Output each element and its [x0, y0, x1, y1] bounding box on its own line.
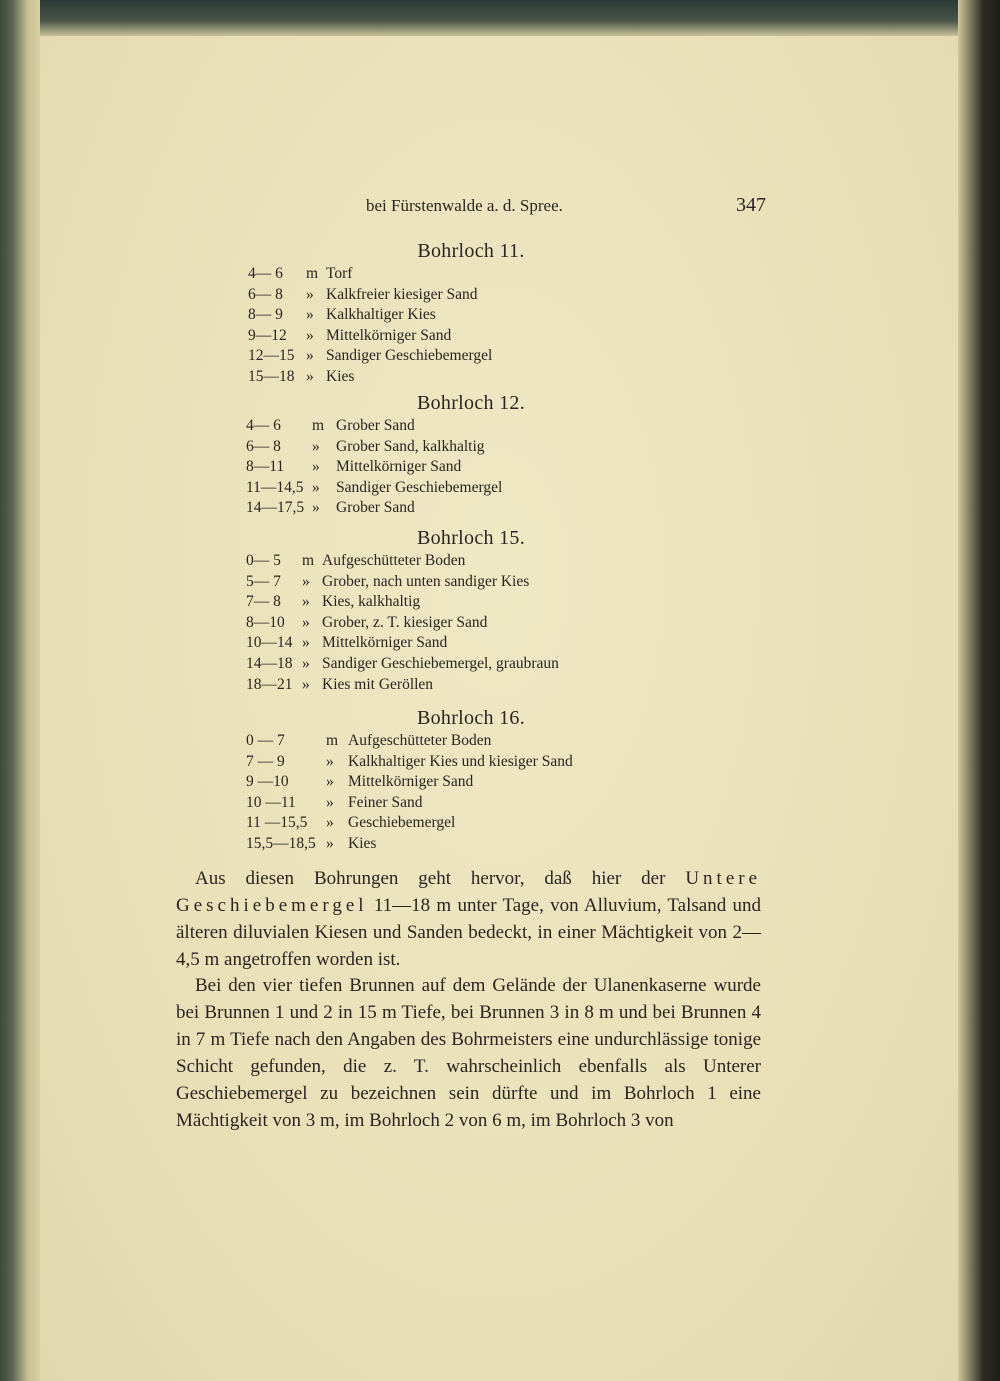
layer-description: Mittelkörniger Sand: [326, 326, 452, 344]
borehole-12: [246, 390, 666, 519]
unit: »: [306, 347, 314, 365]
unit: »: [312, 458, 320, 476]
layer-row: [246, 592, 666, 613]
layer-row: [246, 772, 666, 793]
depth-range: 11 —15,5: [246, 814, 308, 832]
layer-description: Kalkfreier kiesiger Sand: [326, 285, 478, 303]
layer-description: Grober, nach unten sandiger Kies: [322, 572, 530, 590]
layer-description: Geschiebemergel: [348, 814, 456, 832]
layer-description: Grober, z. T. kiesiger Sand: [322, 613, 488, 631]
layer-row: [246, 613, 666, 634]
unit: m: [306, 265, 319, 282]
book-right-edge: [958, 0, 1000, 1381]
depth-range: 15,5—18,5: [246, 834, 316, 852]
layer-row: [246, 478, 666, 499]
unit: »: [306, 306, 314, 324]
layer-row: [246, 346, 666, 367]
layer-description: Kies: [326, 367, 355, 385]
depth-range: 14—17,5: [246, 499, 305, 517]
paragraph-text: 11—18 m unter Tage, von Alluvium, Talsand und älteren diluvialen Kiesen und Sanden bedeckt, in einer Mächtigkeit von 2—4,5 m angetroffen worden ist.: [176, 895, 762, 970]
borehole-11: [246, 238, 666, 388]
page-number: 347: [736, 194, 766, 216]
depth-range: 12—15: [248, 347, 295, 365]
depth-range: 10 —11: [246, 793, 296, 811]
layer-description: Kies: [348, 834, 377, 852]
layer-description: Kies mit Geröllen: [322, 675, 434, 693]
depth-range: 8— 9: [248, 306, 283, 324]
layer-row: [246, 834, 666, 855]
layer-row: [246, 326, 666, 347]
depth-range: 10—14: [246, 634, 293, 652]
depth-range: 9—12: [248, 326, 287, 344]
depth-range: 4— 6: [248, 265, 283, 282]
depth-range: 14—18: [246, 654, 293, 672]
paragraph-text: Aus diesen Bohrungen geht hervor, daß hier der: [195, 868, 666, 889]
unit: »: [302, 572, 310, 590]
layer-description: Grober Sand, kalkhaltig: [336, 437, 485, 455]
layer-row: [246, 633, 666, 654]
layer-row: [246, 572, 666, 593]
layer-description: Grober Sand: [336, 499, 415, 517]
borehole-title: Bohrloch 12.: [416, 392, 526, 414]
depth-range: 4— 6: [246, 417, 281, 434]
layer-row: [246, 367, 666, 388]
layer-row: [246, 457, 666, 478]
unit: »: [302, 634, 310, 652]
depth-range: 5— 7: [246, 572, 281, 590]
depth-range: 15—18: [248, 367, 295, 385]
layer-description: Mittelkörniger Sand: [322, 634, 448, 652]
unit: »: [306, 285, 314, 303]
layer-description: Aufgeschütteter Boden: [348, 732, 492, 749]
depth-range: 0— 5: [246, 552, 281, 569]
layer-description: Mittelkörniger Sand: [348, 773, 474, 791]
layer-description: Aufgeschütteter Boden: [322, 552, 466, 569]
paragraph-text: Bei den vier tiefen Brunnen auf dem Gelände der Ulanenkaserne wurde bei Brunnen 1 und 2 in 15 m Tiefe, bei Brunnen 3 in 8 m und bei Brunnen 4 in 7 m Tiefe nach den Angaben des Bohrmeisters eine undurchlässige tonige Schicht gefunden, die z. T. wahrscheinlich ebenfalls als Unterer Geschiebemergel zu bezeichnen sein dürfte und im Bohrloch 1 eine Mächtigkeit von 3 m, im Bohrloch 2 von 6 m, im Bohrloch 3 von: [176, 975, 761, 1131]
layer-description: Torf: [326, 265, 353, 282]
layer-row: [246, 416, 666, 437]
emphasized-term: Untere Geschiebemergel: [176, 868, 762, 916]
unit: »: [326, 793, 334, 811]
borehole-15: [246, 525, 666, 695]
borehole-title: Bohrloch 11.: [417, 240, 525, 262]
unit: »: [326, 834, 334, 852]
unit: m: [326, 732, 339, 749]
depth-range: 6— 8: [246, 437, 281, 455]
unit: »: [306, 326, 314, 344]
depth-range: 0 — 7: [246, 732, 285, 749]
unit: »: [312, 499, 320, 517]
unit: »: [302, 593, 310, 611]
depth-range: 8—10: [246, 613, 285, 631]
layer-row: [246, 437, 666, 458]
layer-row: [246, 305, 666, 326]
unit: »: [326, 752, 334, 770]
layer-description: Sandiger Geschiebemergel: [326, 347, 493, 365]
layer-row: [246, 654, 666, 675]
book-top-edge: [40, 0, 958, 38]
book-spine-edge: [0, 0, 40, 1381]
unit: »: [326, 773, 334, 791]
unit: »: [302, 675, 310, 693]
layer-row: [246, 675, 666, 696]
depth-range: 18—21: [246, 675, 293, 693]
depth-range: 8—11: [246, 458, 285, 476]
unit: m: [312, 417, 325, 434]
layer-row: [246, 498, 666, 519]
depth-range: 7 — 9: [246, 752, 285, 770]
layer-row: [246, 752, 666, 773]
unit: »: [312, 437, 320, 455]
layer-description: Kalkhaltiger Kies und kiesiger Sand: [348, 752, 573, 770]
depth-range: 7— 8: [246, 593, 281, 611]
running-title: bei Fürstenwalde a. d. Spree.: [366, 196, 563, 215]
borehole-16: [246, 705, 666, 855]
paragraph-conclusion: [176, 865, 761, 973]
layer-description: Sandiger Geschiebemergel: [336, 478, 503, 496]
depth-range: 6— 8: [248, 285, 283, 303]
layer-row: [246, 551, 666, 572]
layer-description: Mittelkörniger Sand: [336, 458, 462, 476]
unit: »: [326, 814, 334, 832]
layer-description: Grober Sand: [336, 417, 415, 434]
layer-description: Sandiger Geschiebemergel, graubraun: [322, 654, 559, 672]
layer-description: Feiner Sand: [348, 793, 423, 811]
unit: »: [302, 654, 310, 672]
layer-row: [246, 793, 666, 814]
layer-row: [246, 813, 666, 834]
unit: »: [302, 613, 310, 631]
depth-range: 11—14,5: [246, 478, 304, 496]
depth-range: 9 —10: [246, 773, 289, 791]
layer-description: Kies, kalkhaltig: [322, 593, 421, 611]
paragraph-wells: [176, 972, 761, 1134]
borehole-title: Bohrloch 15.: [416, 527, 526, 549]
layer-row: [246, 264, 666, 285]
unit: »: [306, 367, 314, 385]
layer-row: [246, 731, 666, 752]
layer-row: [246, 285, 666, 306]
layer-description: Kalkhaltiger Kies: [326, 306, 436, 324]
borehole-title: Bohrloch 16.: [416, 707, 526, 729]
unit: »: [312, 478, 320, 496]
unit: m: [302, 552, 315, 569]
